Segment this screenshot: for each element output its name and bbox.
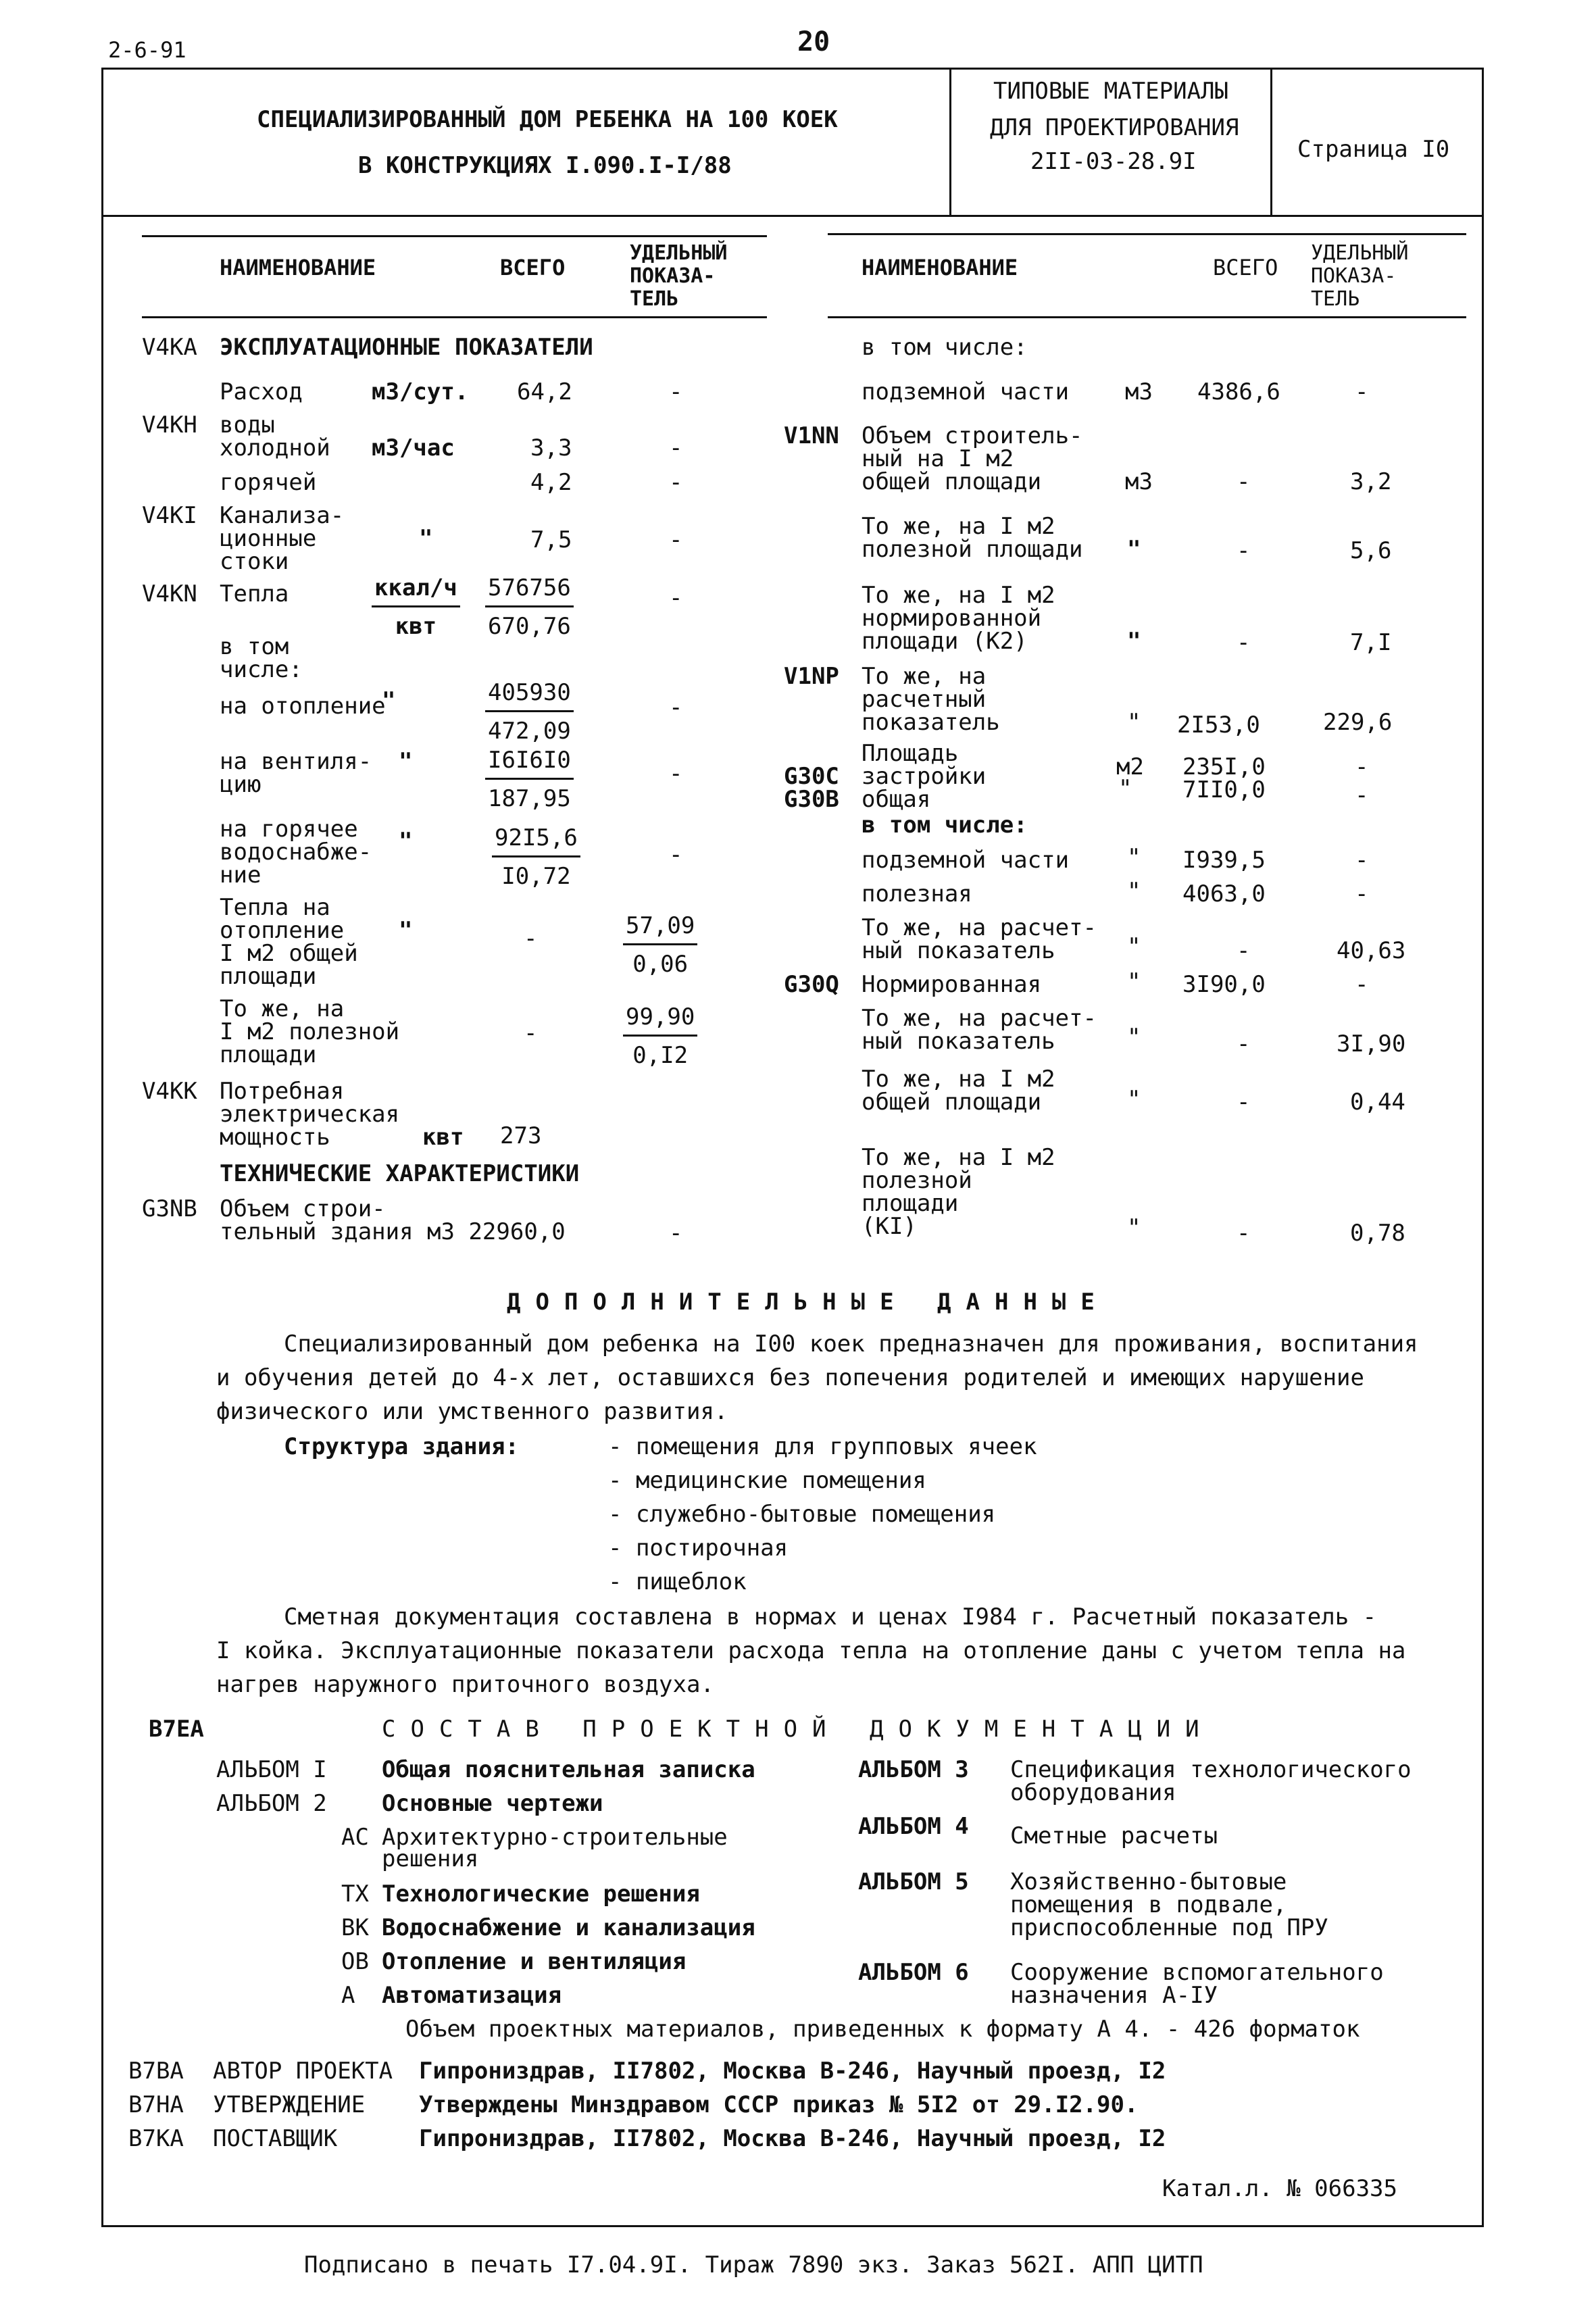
right-r8-name: общая: [862, 786, 931, 813]
album-3-text1: Спецификация технологического: [1010, 1756, 1412, 1783]
left-r11-total: -: [524, 1020, 538, 1047]
right-head-spec-2: ПОКАЗА-: [1311, 264, 1397, 288]
right-r2-unit: м3: [1125, 378, 1153, 405]
left-r1-total: 64,2: [517, 378, 572, 405]
right-head-spec-3: ТЕЛЬ: [1311, 287, 1360, 311]
right-r4-name2: полезной площади: [862, 536, 1083, 563]
album-2-label: АЛЬБОМ 2: [216, 1790, 327, 1817]
right-r16-name2: полезной: [862, 1167, 972, 1194]
right-r3-unit: м3: [1125, 468, 1153, 495]
left-r8-total-top: I6I6I0: [485, 747, 574, 780]
right-r4-spec: 5,6: [1350, 537, 1392, 564]
additional-p2-line2: I койка. Эксплуатационные показатели расхода тепла на отопление даны с учетом тепла на: [216, 1637, 1406, 1664]
left-r10-name3: I м2 общей: [220, 940, 358, 967]
right-r15-unit: ": [1127, 1086, 1141, 1113]
left-r4-name1: Канализа-: [220, 502, 345, 529]
right-r16-unit: ": [1127, 1214, 1141, 1241]
album-5-text3: приспособленные под ПРУ: [1010, 1914, 1328, 1941]
left-r10-name1: Тепла на: [220, 894, 330, 921]
section-a-text: Автоматизация: [382, 1982, 562, 2009]
right-head-name: НАИМЕНОВАНИЕ: [862, 255, 1018, 280]
additional-p2-line3: нагрев наружного приточного воздуха.: [216, 1671, 714, 1698]
album-5-text2: помещения в подвале,: [1010, 1891, 1287, 1918]
structure-label: Структура здания:: [284, 1433, 519, 1460]
left-r2-name2: холодной: [220, 434, 330, 462]
left-head-bottom: [142, 316, 767, 318]
left-r5-spec: -: [669, 584, 683, 612]
right-r6-total: 2I53,0: [1177, 712, 1260, 739]
left-r3-total: 4,2: [530, 469, 572, 496]
left-r5-unit-bot: квт: [395, 613, 437, 640]
left-r11-spec-bot: 0,I2: [632, 1042, 689, 1069]
additional-p1-line2: и обучения детей до 4-х лет, оставшихся без попечения родителей и имеющих нарушение: [216, 1364, 1364, 1391]
left-r8-spec: -: [669, 760, 683, 787]
left-r12-unit: квт: [422, 1124, 464, 1151]
section-ob-code: ОВ: [341, 1948, 369, 1975]
left-r5-unit: [372, 574, 460, 640]
right-r12-spec: 40,63: [1337, 937, 1406, 964]
right-r15-name1: То же, на I м2: [862, 1066, 1055, 1093]
section-a-code: А: [341, 1982, 355, 2009]
left-r12-name2: электрическая: [220, 1101, 400, 1128]
left-r7-total-bot: 472,09: [488, 718, 571, 745]
header-divider: [101, 215, 1482, 217]
left-r11-name2: I м2 полезной: [220, 1018, 400, 1045]
right-r7-total: 235I,0: [1182, 753, 1266, 780]
left-head-total: ВСЕГО: [500, 255, 566, 280]
left-r8-unit: ": [399, 748, 413, 775]
left-r9-name2: водоснабже-: [220, 839, 372, 866]
author-code: B7BA: [128, 2058, 184, 2085]
left-r5-total-bot: 670,76: [488, 613, 571, 640]
right-r1-name: в том числе:: [862, 334, 1028, 361]
author-text: Гипрониздрав, II7802, Москва В-246, Научный проезд, I2: [419, 2058, 1166, 2085]
approve-code: B7HA: [128, 2091, 184, 2118]
left-r9-spec: -: [669, 841, 683, 868]
right-r2-name: подземной части: [862, 378, 1070, 405]
left-r10-name2: отопление: [220, 917, 345, 944]
right-head-spec-1: УДЕЛЬНЫЙ: [1311, 241, 1409, 265]
left-code-4: V4KN: [142, 580, 197, 607]
right-r4-unit: ": [1127, 536, 1141, 563]
right-r14-unit: ": [1127, 1024, 1141, 1051]
supplier-code: B7KA: [128, 2125, 184, 2152]
left-r11-spec: [623, 1003, 697, 1069]
left-code-3: V4KI: [142, 502, 197, 529]
additional-p1-line1: Специализированный дом ребенка на I00 коек предназначен для проживания, воспитания: [284, 1330, 1418, 1358]
right-r6-unit: ": [1127, 709, 1141, 736]
left-r5-total: [485, 574, 574, 640]
left-r4-spec: -: [669, 526, 683, 553]
left-r1-unit: м3/сут.: [372, 378, 469, 405]
right-r5-name1: То же, на I м2: [862, 582, 1055, 609]
album-1-text: Общая пояснительная записка: [382, 1756, 755, 1783]
print-line: Подписано в печать I7.04.9I. Тираж 7890 экз. Заказ 562I. АПП ЦИТП: [304, 2251, 1203, 2279]
section-bk-code: ВК: [341, 1914, 369, 1941]
left-r6-name1: в том: [220, 633, 289, 660]
right-code-1: V1NN: [784, 422, 839, 449]
left-r3-name: горячей: [220, 469, 317, 496]
right-r8-total: 7II0,0: [1182, 776, 1266, 803]
left-r10-spec-top: 57,09: [623, 912, 697, 945]
left-r9-total: [492, 824, 580, 890]
left-r7-total-top: 405930: [485, 679, 574, 712]
right-r13-total: 3I90,0: [1182, 971, 1266, 998]
left-r9-name1: на горячее: [220, 816, 358, 843]
section-tx-code: ТХ: [341, 1881, 369, 1908]
approve-text: Утверждены Минздравом СССР приказ № 5I2 от 29.I2.90.: [419, 2091, 1139, 2118]
left-r2-unit: м3/час: [372, 434, 455, 462]
right-r14-name1: То же, на расчет-: [862, 1005, 1097, 1032]
album-6-text2: назначения А-IУ: [1010, 1982, 1218, 2009]
left-r9-name3: ние: [220, 862, 261, 889]
right-r4-name1: То же, на I м2: [862, 513, 1055, 540]
left-r1-spec: -: [669, 378, 683, 405]
right-r8-unit: ": [1118, 775, 1132, 802]
section-ob-text: Отопление и вентиляция: [382, 1948, 687, 1975]
left-code-5: V4KK: [142, 1078, 197, 1105]
left-r10-spec: [623, 912, 697, 978]
right-r6-name3: показатель: [862, 709, 1000, 736]
approve-label: УТВЕРЖДЕНИЕ: [213, 2091, 366, 2118]
right-r2-spec: -: [1355, 378, 1369, 405]
right-r15-total: -: [1237, 1089, 1251, 1116]
left-r7-total: [485, 679, 574, 745]
right-r13-name: Нормированная: [862, 971, 1042, 998]
album-6-text1: Сооружение вспомогательного: [1010, 1959, 1384, 1986]
tm-line2: ДЛЯ ПРОЕКТИРОВАНИЯ: [990, 114, 1239, 141]
right-r10-spec: -: [1355, 847, 1369, 874]
left-head-name: НАИМЕНОВАНИЕ: [220, 255, 376, 280]
left-r10-spec-bot: 0,06: [632, 951, 689, 978]
album-3-label: АЛЬБОМ 3: [858, 1756, 969, 1783]
structure-item-4: - постирочная: [608, 1535, 789, 1562]
left-r8-total: [485, 747, 574, 812]
additional-p1-line3: физического или умственного развития.: [216, 1398, 728, 1425]
right-r3-name3: общей площади: [862, 468, 1042, 495]
left-r4-name2: ционные: [220, 525, 317, 552]
supplier-text: Гипрониздрав, II7802, Москва В-246, Научный проезд, I2: [419, 2125, 1166, 2152]
left-code-6: G3NB: [142, 1195, 197, 1222]
right-r2-total: 4386,6: [1197, 378, 1280, 405]
right-r5-name2: нормированной: [862, 605, 1042, 632]
composition-code: B7EA: [149, 1716, 204, 1743]
left-r12-name1: Потребная: [220, 1078, 345, 1105]
additional-p2-line1: Сметная документация составлена в нормах и ценах I984 г. Расчетный показатель -: [284, 1603, 1377, 1631]
section-ac-text2: решения: [382, 1845, 479, 1872]
left-r10-name4: площади: [220, 963, 317, 990]
left-r4-name3: стоки: [220, 548, 289, 575]
left-r2-spec: -: [669, 434, 683, 462]
left-head-spec-3: ТЕЛЬ: [630, 287, 679, 311]
left-r9-total-top: 92I5,6: [492, 824, 580, 857]
right-r14-total: -: [1237, 1030, 1251, 1057]
left-r9-total-bot: I0,72: [501, 863, 571, 890]
left-code-1: V4KA: [142, 334, 197, 361]
supplier-label: ПОСТАВЩИК: [213, 2125, 338, 2152]
left-r5-name: Тепла: [220, 580, 289, 607]
page-number: 20: [797, 26, 830, 57]
left-r13-name2: тельный здания м3 22960,0: [220, 1218, 566, 1245]
right-r15-name2: общей площади: [862, 1089, 1042, 1116]
left-r5-unit-top: ккал/ч: [372, 574, 460, 607]
right-r5-name3: площади (K2): [862, 628, 1028, 655]
right-head-total: ВСЕГО: [1213, 255, 1278, 280]
right-r6-name2: расчетный: [862, 686, 987, 713]
composition-title: СОСТАВ ПРОЕКТНОЙ ДОКУМЕНТАЦИИ: [382, 1716, 1214, 1743]
left-r6-name2: числе:: [220, 656, 303, 683]
left-r11-name3: площади: [220, 1041, 317, 1068]
left-r12-total: 273: [500, 1122, 542, 1149]
document-code: 2-6-91: [108, 37, 186, 63]
left-head-top: [142, 235, 767, 237]
left-head-spec-1: УДЕЛЬНЫЙ: [630, 241, 728, 265]
header-title-line1: СПЕЦИАЛИЗИРОВАННЫЙ ДОМ РЕБЕНКА НА 100 КОЕК: [257, 106, 838, 133]
right-code-5: G30Q: [784, 971, 839, 998]
right-code-3: G30C: [784, 763, 839, 790]
materials-volume: Объем проектных материалов, приведенных к формату А 4. - 426 форматок: [405, 2016, 1360, 2043]
album-4-label: АЛЬБОМ 4: [858, 1813, 969, 1840]
right-r7-unit: м2: [1116, 753, 1144, 780]
right-r8-spec: -: [1355, 782, 1369, 809]
right-r6-spec: 229,6: [1323, 709, 1393, 736]
structure-item-5: - пищеблок: [608, 1568, 747, 1595]
right-r16-total: -: [1237, 1220, 1251, 1247]
right-r3-spec: 3,2: [1350, 468, 1392, 495]
section-ac-text1: Архитектурно-строительные: [382, 1824, 728, 1851]
right-r12-total: -: [1237, 937, 1251, 964]
left-r1-name: Расход: [220, 378, 303, 405]
left-r8-name1: на вентиля-: [220, 748, 372, 775]
right-r12-unit: ": [1127, 933, 1141, 960]
left-r4-unit: ": [419, 525, 433, 552]
section-tx-text: Технологические решения: [382, 1881, 700, 1908]
right-r15-spec: 0,44: [1350, 1089, 1405, 1116]
right-r3-name1: Объем строитель-: [862, 422, 1083, 449]
album-3-text2: оборудования: [1010, 1779, 1176, 1806]
tm-line1: ТИПОВЫЕ МАТЕРИАЛЫ: [993, 78, 1228, 105]
right-r16-name4: (KI): [862, 1213, 917, 1240]
left-r2-total: 3,3: [530, 434, 572, 462]
left-r3-spec: -: [669, 469, 683, 496]
right-r5-spec: 7,I: [1350, 629, 1392, 656]
album-5-label: АЛЬБОМ 5: [858, 1868, 969, 1895]
album-6-label: АЛЬБОМ 6: [858, 1959, 969, 1986]
left-r12-name3: мощность: [220, 1124, 330, 1151]
header-sep-2: [1270, 68, 1272, 216]
left-head-spec-2: ПОКАЗА-: [630, 264, 716, 288]
left-r2-name1: воды: [220, 412, 275, 439]
right-head-top: [828, 233, 1466, 235]
left-r7-name: на отопление: [220, 693, 386, 720]
header-sep-1: [949, 68, 951, 216]
right-r10-name: подземной части: [862, 847, 1070, 874]
left-r13-spec: -: [669, 1220, 683, 1247]
right-r13-unit: ": [1127, 968, 1141, 995]
tm-line3: 2II-03-28.9I: [1030, 148, 1197, 175]
right-r11-total: 4063,0: [1182, 880, 1266, 907]
right-r9-name: в том числе:: [862, 812, 1028, 839]
left-r13-name1: Объем строи-: [220, 1195, 386, 1222]
right-r7-name2: застройки: [862, 763, 987, 790]
left-r5-total-top: 576756: [485, 574, 574, 607]
right-head-bottom: [828, 316, 1466, 318]
right-r16-spec: 0,78: [1350, 1220, 1405, 1247]
left-section-2: ТЕХНИЧЕСКИЕ ХАРАКТЕРИСТИКИ: [220, 1160, 580, 1187]
section-bk-text: Водоснабжение и канализация: [382, 1914, 755, 1941]
right-r6-name1: То же, на: [862, 663, 987, 690]
header-title-line2: В КОНСТРУКЦИЯХ I.090.I-I/88: [358, 152, 732, 179]
structure-item-3: - служебно-бытовые помещения: [608, 1501, 996, 1528]
additional-title: ДОПОЛНИТЕЛЬНЫЕ ДАННЫЕ: [507, 1289, 1109, 1316]
section-ac-code: АС: [341, 1824, 369, 1851]
right-r3-name2: ный на I м2: [862, 445, 1014, 472]
right-r10-total: I939,5: [1182, 847, 1266, 874]
right-r13-spec: -: [1355, 971, 1369, 998]
left-r10-unit: ": [399, 917, 413, 944]
structure-item-1: - помещения для групповых ячеек: [608, 1433, 1037, 1460]
left-r7-spec: -: [669, 694, 683, 721]
left-code-2: V4KH: [142, 412, 197, 439]
structure-item-2: - медицинские помещения: [608, 1467, 926, 1494]
right-r3-total: -: [1237, 468, 1251, 495]
author-label: АВТОР ПРОЕКТА: [213, 2058, 393, 2085]
right-r11-unit: ": [1127, 878, 1141, 905]
left-r4-total: 7,5: [530, 526, 572, 553]
left-r10-total: -: [524, 925, 538, 952]
right-r7-spec: -: [1355, 753, 1369, 780]
right-r11-spec: -: [1355, 880, 1369, 907]
left-r7-unit: ": [382, 687, 396, 714]
left-r11-name1: То же, на: [220, 995, 345, 1022]
right-r12-name2: ный показатель: [862, 937, 1055, 964]
right-r12-name1: То же, на расчет-: [862, 914, 1097, 941]
album-1-label: АЛЬБОМ I: [216, 1756, 327, 1783]
left-r11-spec-top: 99,90: [623, 1003, 697, 1037]
right-r4-total: -: [1237, 537, 1251, 564]
right-code-2: V1NP: [784, 663, 839, 690]
right-r5-unit: ": [1127, 628, 1141, 655]
right-r14-spec: 3I,90: [1337, 1030, 1406, 1057]
catalog-number: Катал.л. № 066335: [1162, 2175, 1397, 2202]
album-2-text: Основные чертежи: [382, 1790, 603, 1817]
left-r8-total-bot: 187,95: [488, 785, 571, 812]
right-r14-name2: ный показатель: [862, 1028, 1055, 1055]
album-4-text: Сметные расчеты: [1010, 1822, 1218, 1849]
left-section-1: ЭКСПЛУАТАЦИОННЫЕ ПОКАЗАТЕЛИ: [220, 334, 593, 361]
left-r8-name2: цию: [220, 771, 261, 798]
right-r5-total: -: [1237, 629, 1251, 656]
right-r16-name3: площади: [862, 1190, 959, 1217]
right-r10-unit: ": [1127, 844, 1141, 871]
right-r11-name: полезная: [862, 880, 972, 907]
page-label: Страница I0: [1297, 136, 1450, 163]
right-r7-name1: Площадь: [862, 740, 959, 767]
right-r16-name1: То же, на I м2: [862, 1144, 1055, 1171]
left-r9-unit: ": [399, 828, 413, 855]
album-5-text1: Хозяйственно-бытовые: [1010, 1868, 1287, 1895]
right-code-4: G30B: [784, 786, 839, 813]
